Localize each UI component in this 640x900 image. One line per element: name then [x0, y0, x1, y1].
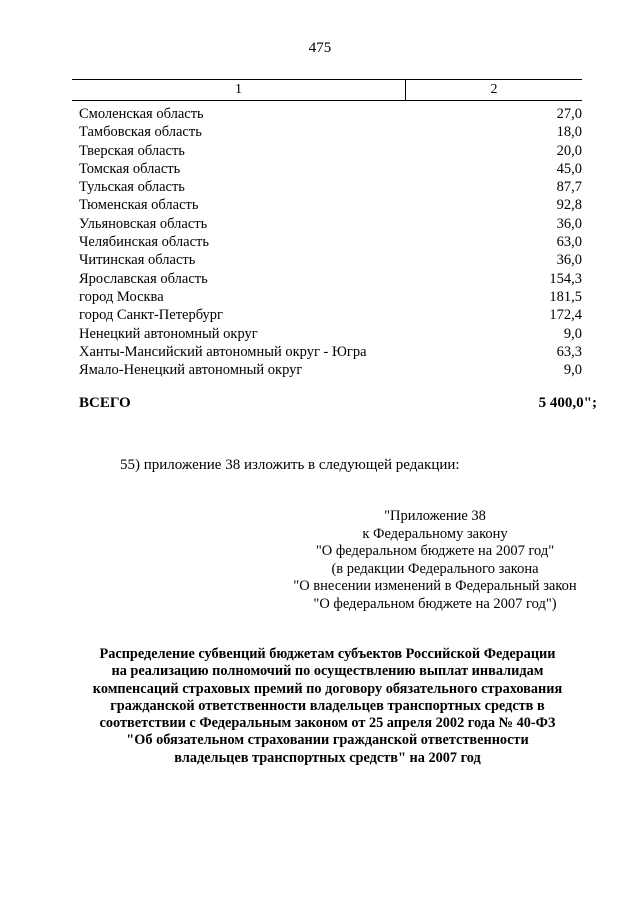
- total-row: [79, 395, 597, 412]
- region-name: Смоленская область: [79, 106, 204, 122]
- table-row: [79, 123, 582, 141]
- appendix-line: (в редакции Федерального закона: [331, 560, 539, 577]
- table-row: [79, 178, 582, 196]
- region-value: 9,0: [563, 362, 582, 379]
- region-value: 181,5: [549, 288, 582, 305]
- table-row: [79, 160, 582, 178]
- region-name: Тюменская область: [79, 197, 199, 214]
- region-value: 63,3: [556, 343, 582, 360]
- table-row: [79, 233, 582, 251]
- region-value: 9,0: [563, 325, 582, 342]
- table-row: [79, 251, 582, 269]
- region-name: Тамбовская область: [79, 124, 202, 141]
- appendix-line: к Федеральному закону: [362, 525, 508, 542]
- region-value: 63,0: [556, 234, 582, 251]
- table-row: [79, 142, 582, 160]
- page-number: 475: [308, 40, 332, 56]
- amendment-instruction: 55) приложение 38 изложить в следующей редакции:: [120, 457, 460, 473]
- column-header-1: 1: [72, 80, 406, 100]
- region-value: 172,4: [549, 307, 582, 324]
- column-header-2: 2: [490, 82, 498, 97]
- table-row: [79, 343, 582, 361]
- region-value: 18,0: [556, 124, 582, 141]
- region-value: 87,7: [556, 179, 582, 196]
- region-value: 45,0: [556, 160, 582, 177]
- table-row: [79, 105, 582, 123]
- appendix-line: "О федеральном бюджете на 2007 год": [315, 543, 555, 560]
- region-value: 36,0: [556, 215, 582, 232]
- table-row: [79, 361, 582, 379]
- heading-line: "Об обязательном страховании гражданской ответственности: [126, 732, 529, 749]
- section-heading: [60, 646, 595, 767]
- region-name: Ямало-Ненецкий автономный округ: [79, 362, 303, 379]
- region-value: 154,3: [549, 270, 582, 287]
- table-body: [79, 105, 582, 379]
- region-name: Читинская область: [79, 252, 196, 269]
- heading-line: на реализацию полномочий по осуществлению выплат инвалидам: [111, 663, 544, 680]
- region-value: 27,0: [556, 106, 582, 122]
- region-value: 20,0: [556, 142, 582, 159]
- table-row: [79, 270, 582, 288]
- region-value: 36,0: [556, 252, 582, 269]
- region-name: Челябинская область: [79, 234, 209, 251]
- table-row: [79, 215, 582, 233]
- region-name: Тверская область: [79, 142, 185, 159]
- heading-line: гражданской ответственности владельцев транспортных средств в: [110, 697, 545, 714]
- table-row: [79, 196, 582, 214]
- region-name: Ульяновская область: [79, 215, 208, 232]
- total-label: ВСЕГО: [79, 395, 131, 411]
- appendix-line: "О федеральном бюджете на 2007 год"): [313, 595, 557, 612]
- table-header: [72, 79, 582, 101]
- table-row: [79, 306, 582, 324]
- heading-line: компенсаций страховых премий по договору обязательного страхования: [92, 680, 563, 697]
- total-value: 5 400,0";: [538, 395, 597, 411]
- region-name: Томская область: [79, 160, 181, 177]
- table-row: [79, 288, 582, 306]
- heading-line: соответствии с Федеральным законом от 25 апреля 2002 года № 40-ФЗ: [99, 715, 556, 732]
- appendix-reference: [270, 508, 600, 614]
- table-row: [79, 325, 582, 343]
- region-name: Тульская область: [79, 179, 185, 196]
- appendix-line: "Приложение 38: [384, 508, 486, 524]
- heading-line: владельцев транспортных средств" на 2007 год: [174, 749, 481, 766]
- region-name: город Санкт-Петербург: [79, 307, 224, 324]
- region-name: Ярославская область: [79, 270, 208, 287]
- region-name: Ханты-Мансийский автономный округ - Югра: [79, 343, 367, 360]
- heading-line: Распределение субвенций бюджетам субъектов Российской Федерации: [99, 646, 556, 662]
- appendix-line: "О внесении изменений в Федеральный закон: [293, 578, 577, 595]
- region-name: Ненецкий автономный округ: [79, 325, 258, 342]
- region-value: 92,8: [556, 197, 582, 214]
- region-name: город Москва: [79, 288, 164, 305]
